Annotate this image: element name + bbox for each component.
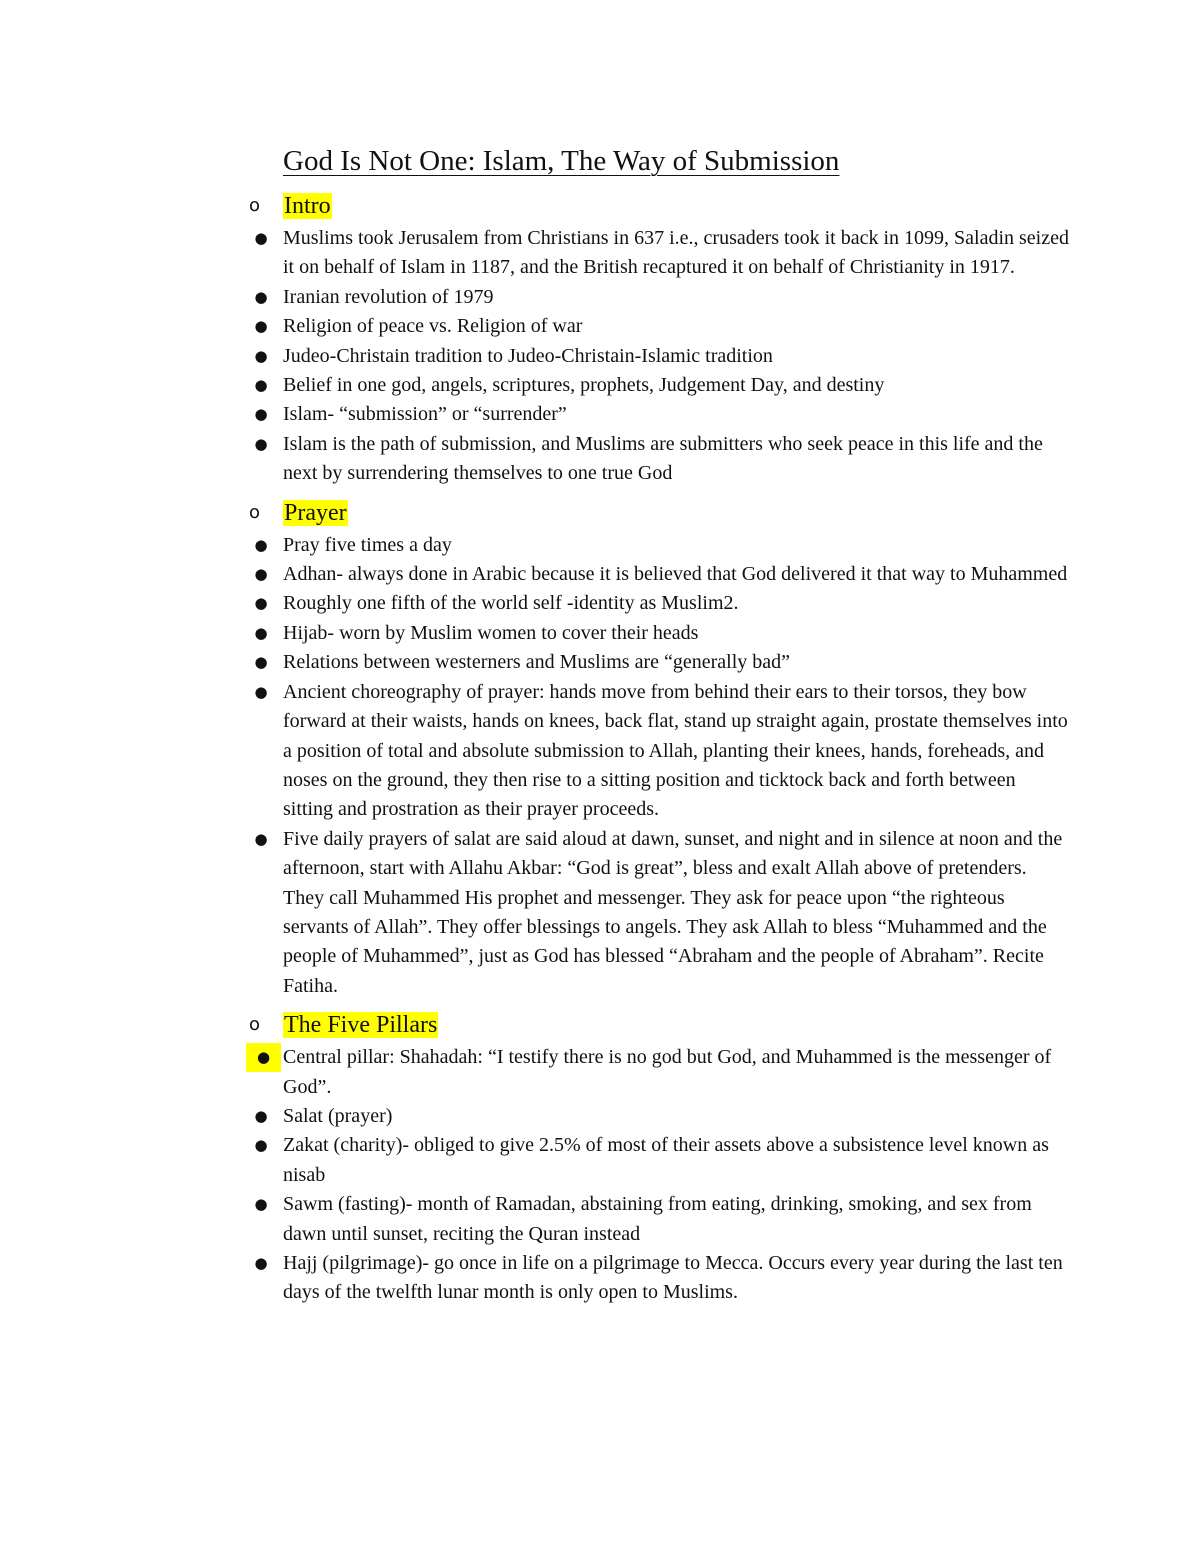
- bullet-icon: ●: [254, 653, 268, 672]
- list-item: [246, 224, 1070, 283]
- list-item-text: Roughly one fifth of the world self -identity as Muslim2.: [283, 592, 739, 615]
- bullet-icon: ●: [254, 346, 268, 365]
- list-item-text: Muslims took Jerusalem from Christians in 637 i.e., crusaders took it back in 1099, Saladin seized it on behalf of Islam in 1187, and the British recaptured it on behalf of Christianity in 1917.: [283, 227, 1069, 279]
- highlighted-bullet-icon: ●: [246, 1043, 281, 1072]
- section-heading-text: Prayer: [284, 499, 347, 526]
- list-item: [246, 312, 1070, 341]
- list-item-text: Ancient choreography of prayer: hands move from behind their ears to their torsos, they bow forward at their waists, hands on knees, back flat, stand up straight again, prostate themselves into a position of total and absolute submission to Allah, planting their knees, hands, foreheads, and noses on the ground, they then rise to a sitting position and ticktock back and forth between sitting and prostration as their prayer proceeds.: [283, 680, 1068, 821]
- list-item: [246, 1249, 1070, 1308]
- bullet-icon: ●: [254, 405, 268, 424]
- bullet-icon: ●: [254, 229, 268, 247]
- section-heading-text: The Five Pillars: [284, 1012, 438, 1039]
- list-item-text: Islam- “submission” or “surrender”: [283, 403, 567, 426]
- bullet-list: [246, 1043, 1070, 1308]
- list-item: [246, 589, 1070, 618]
- bullet-icon: ●: [254, 623, 268, 642]
- list-item-text: Religion of peace vs. Religion of war: [283, 315, 583, 338]
- circle-marker-icon: o: [249, 501, 261, 523]
- bullet-icon: ●: [254, 1195, 268, 1214]
- bullet-icon: ●: [254, 1136, 268, 1155]
- section-prayer: [246, 495, 1070, 1002]
- bullet-icon: ●: [254, 535, 268, 554]
- list-item-text: Hajj (pilgrimage)- go once in life on a pilgrimage to Mecca. Occurs every year during the last ten days of the twelfth lunar month is only open to Muslims.: [283, 1252, 1063, 1304]
- section-heading: [246, 495, 1070, 531]
- bullet-icon: ●: [254, 829, 268, 848]
- list-item-text: Adhan- always done in Arabic because it is believed that God delivered it that way to Muhammed: [283, 563, 1068, 586]
- list-item-text: Five daily prayers of salat are said aloud at dawn, sunset, and night and in silence at noon and the afternoon, start with Allahu Akbar: “God is great”, bless and exalt Allah above of pretenders. They call Muhammed His prophet and messenger. They ask for peace upon “the righteous servants of Allah”. They offer blessings to angels. They ask Allah to bless “Muhammed and the people of Muhammed”, just as God has blessed “Abraham and the people of Abraham”. Recite Fatiha.: [283, 827, 1063, 997]
- bullet-icon: ●: [254, 376, 268, 395]
- bullet-icon: ●: [254, 287, 268, 306]
- list-item-text: Belief in one god, angels, scriptures, prophets, Judgement Day, and destiny: [283, 374, 885, 397]
- bullet-icon: ●: [254, 565, 268, 584]
- list-item: [246, 1043, 1070, 1102]
- bullet-icon: ●: [254, 317, 268, 336]
- list-item: [246, 1102, 1070, 1131]
- list-item-text: Iranian revolution of 1979: [283, 285, 494, 308]
- list-item-text: Salat (prayer): [283, 1104, 393, 1127]
- list-item-text: Hijab- worn by Muslim women to cover their heads: [283, 621, 699, 644]
- list-item-text: Relations between westerners and Muslims are “generally bad”: [283, 651, 791, 674]
- list-item: [246, 678, 1070, 825]
- bullet-icon: ●: [254, 434, 268, 453]
- list-item: [246, 1131, 1070, 1190]
- list-item: [246, 531, 1070, 560]
- list-item-text: Zakat (charity)- obliged to give 2.5% of most of their assets above a subsistence level known as nisab: [283, 1134, 1049, 1186]
- bullet-icon: ●: [254, 1254, 268, 1272]
- list-item: [246, 371, 1070, 400]
- list-item-text: Pray five times a day: [283, 533, 452, 556]
- section-five-pillars: [246, 1007, 1070, 1308]
- list-item: [246, 648, 1070, 677]
- list-item: [246, 283, 1070, 312]
- section-intro: [246, 188, 1070, 489]
- section-heading-text: Intro: [284, 193, 331, 219]
- bullet-icon: ●: [254, 682, 268, 701]
- list-item: [246, 619, 1070, 648]
- section-heading: [246, 1007, 1070, 1043]
- list-item: [246, 342, 1070, 371]
- bullet-list: [246, 224, 1070, 489]
- circle-marker-icon: o: [249, 1014, 261, 1036]
- list-item: [246, 825, 1070, 1001]
- list-item-text: Judeo-Christain tradition to Judeo-Christain-Islamic tradition: [283, 344, 773, 367]
- list-item-text: Sawm (fasting)- month of Ramadan, abstaining from eating, drinking, smoking, and sex from dawn until sunset, reciting the Quran instead: [283, 1193, 1032, 1245]
- list-item-text: Central pillar: Shahadah: “I testify there is no god but God, and Muhammed is the messenger of God”.: [283, 1046, 1052, 1098]
- circle-marker-icon: o: [249, 195, 261, 216]
- list-item: [246, 430, 1070, 489]
- bullet-icon: ●: [254, 1106, 268, 1125]
- list-item: [246, 560, 1070, 589]
- section-heading: [246, 188, 1070, 224]
- list-item-text: Islam is the path of submission, and Muslims are submitters who seek peace in this life and the next by surrendering themselves to one true God: [283, 432, 1043, 485]
- document-title: God Is Not One: Islam, The Way of Submission: [283, 145, 840, 177]
- list-item: [246, 400, 1070, 429]
- bullet-icon: ●: [254, 594, 268, 613]
- bullet-list: [246, 531, 1070, 1002]
- list-item: [246, 1190, 1070, 1249]
